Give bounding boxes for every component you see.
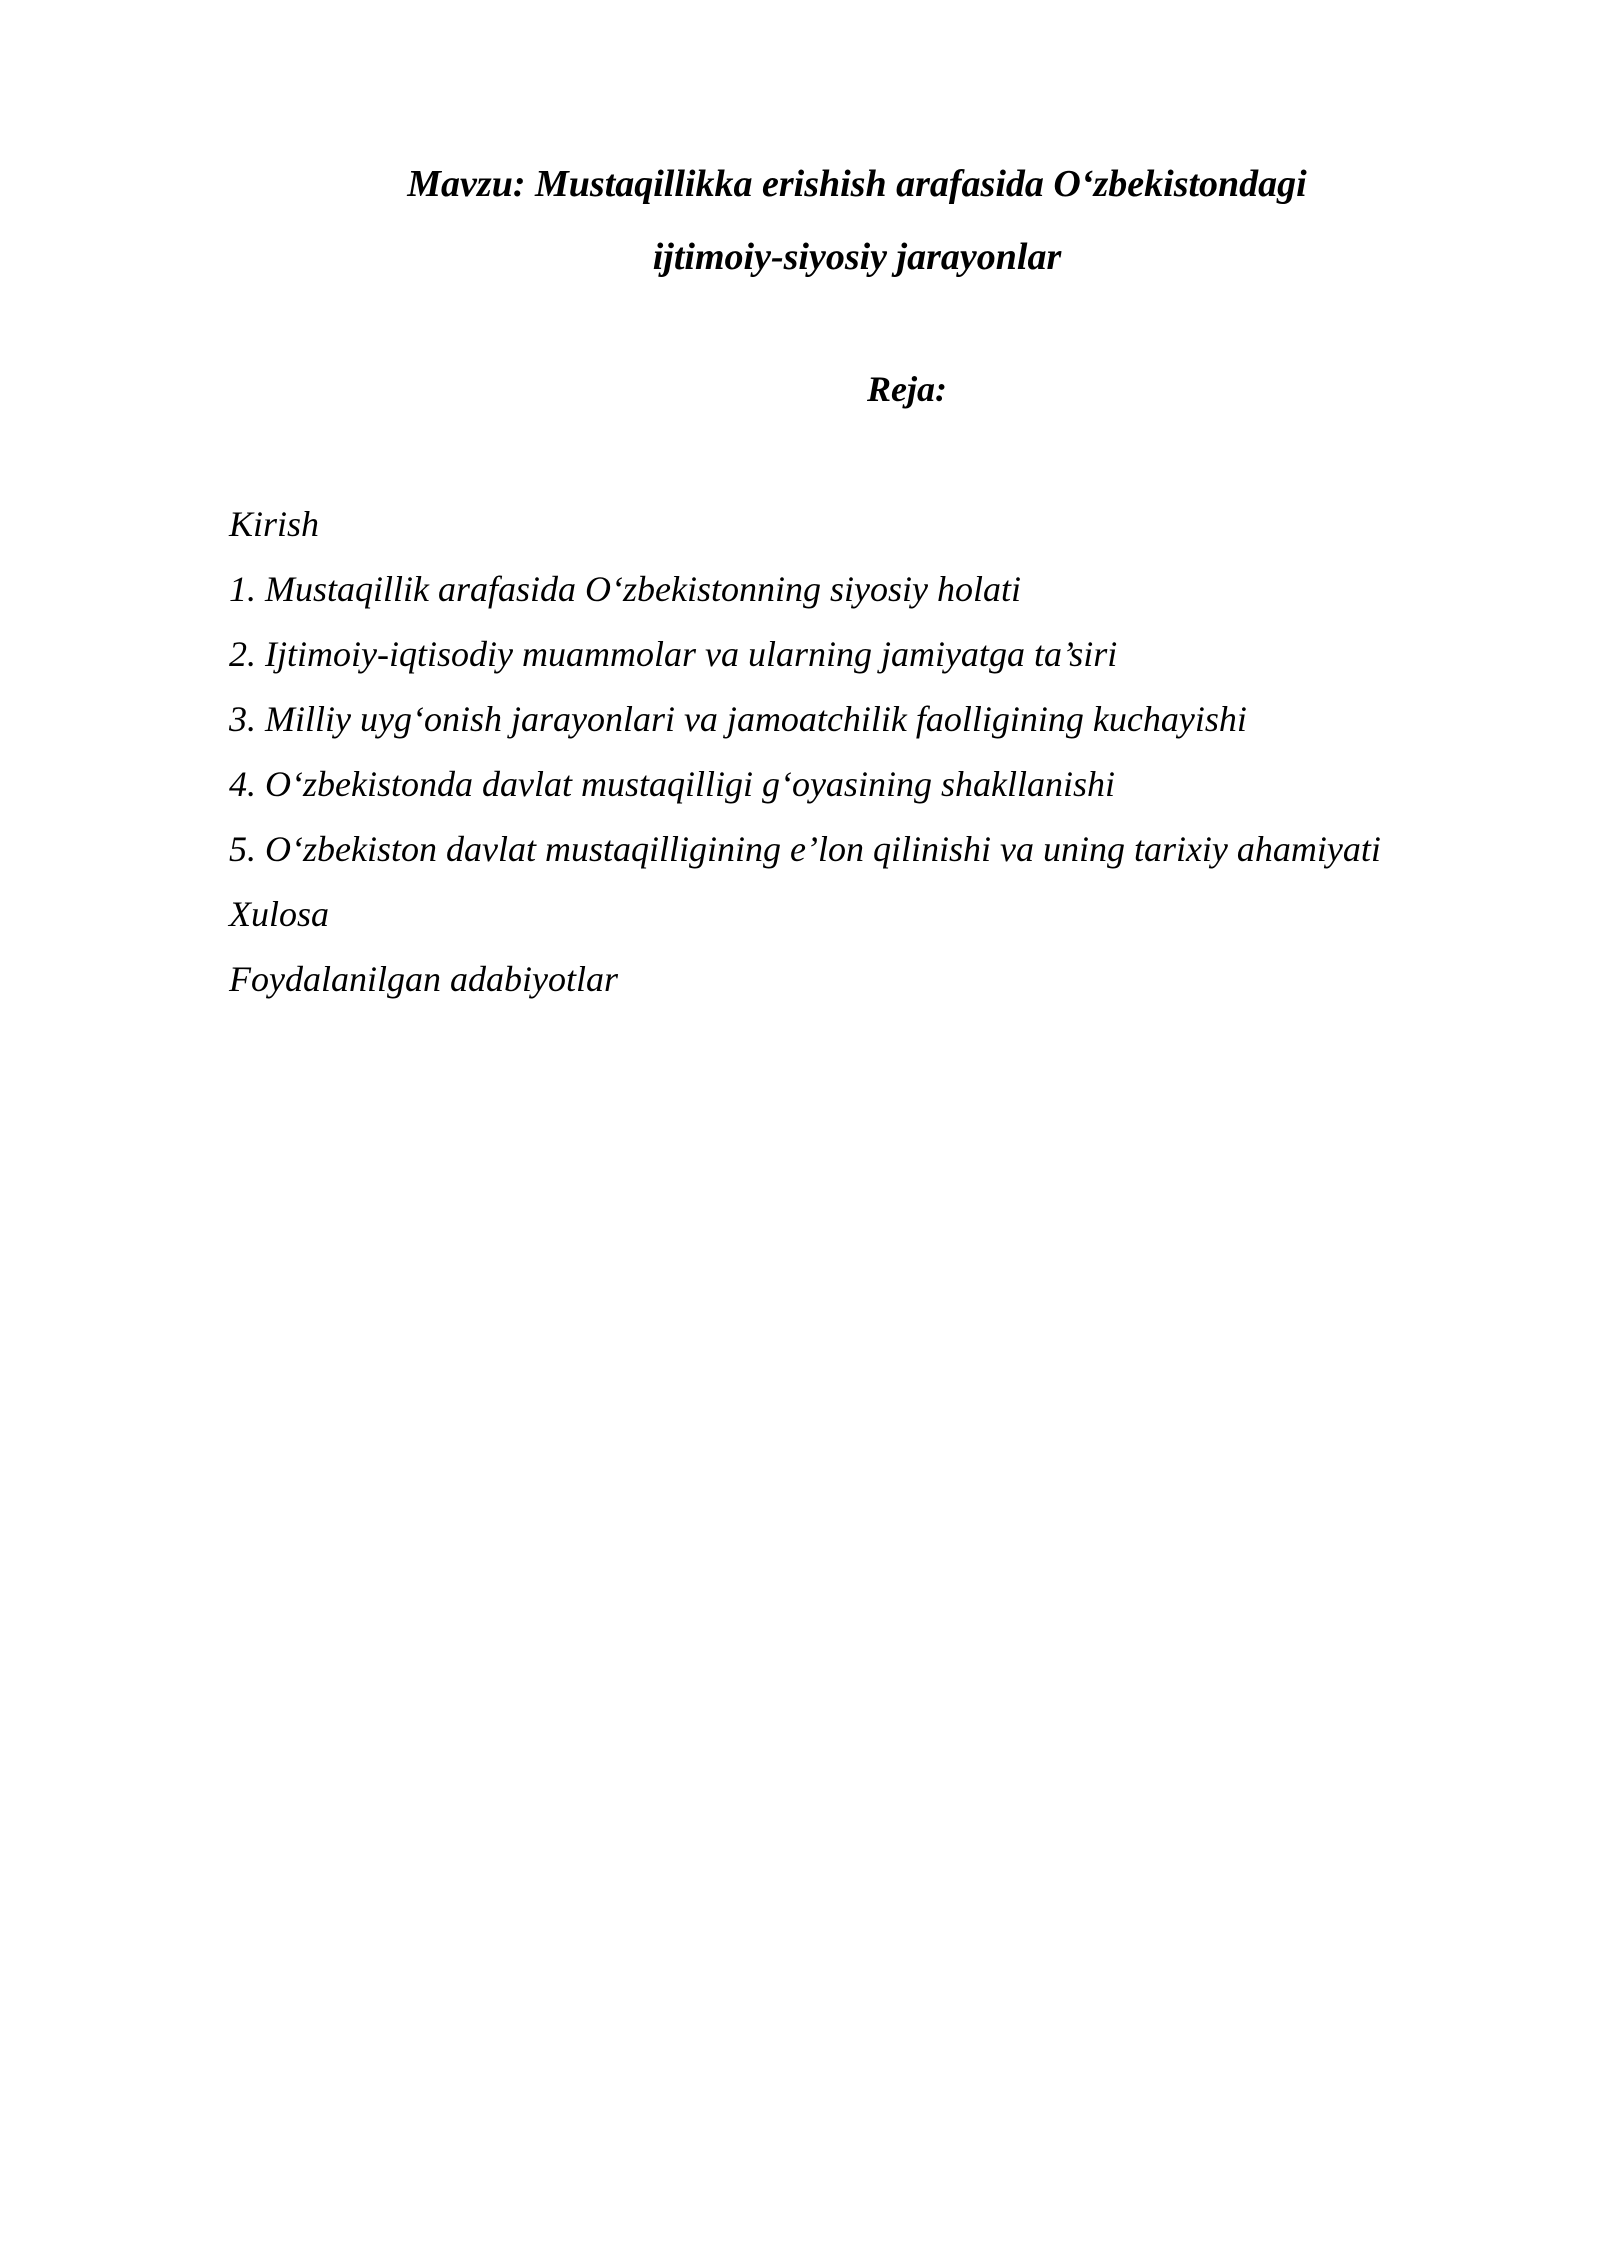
plan-item-4: 4. O‘zbekistonda davlat mustaqilligi g‘oyasining shakllanishi xyxy=(229,764,1115,804)
plan-item-references: Foydalanilgan adabiyotlar xyxy=(229,959,618,999)
plan-list xyxy=(229,492,1529,1012)
title-line-2: ijtimoiy-siyosiy jarayonlar xyxy=(652,236,1062,278)
plan-item-introduction: Kirish xyxy=(229,504,320,544)
title-line-1: Mavzu: Mustaqillikka erishish arafasida O‘zbekistondagi xyxy=(407,163,1307,205)
document-title xyxy=(300,148,1414,294)
plan-item-conclusion: Xulosa xyxy=(229,894,330,934)
plan-item-1: 1. Mustaqillik arafasida O‘zbekistonning siyosiy holati xyxy=(229,569,1021,609)
plan-item-3: 3. Milliy uyg‘onish jarayonlari va jamoatchilik faolligining kuchayishi xyxy=(229,699,1247,739)
plan-item-2: 2. Ijtimoiy-iqtisodiy muammolar va ularning jamiyatga ta’siri xyxy=(229,634,1118,674)
plan-heading: Reja: xyxy=(867,369,947,409)
plan-item-5: 5. O‘zbekiston davlat mustaqilligining e’lon qilinishi va uning tarixiy ahamiyati xyxy=(229,829,1381,869)
